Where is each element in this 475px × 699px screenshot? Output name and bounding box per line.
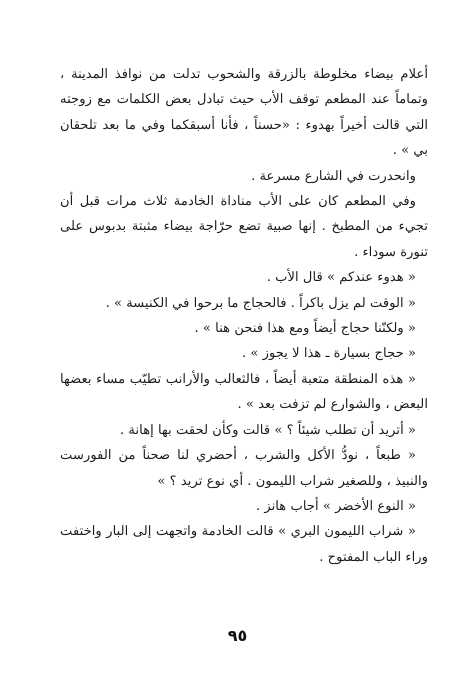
paragraph: « أتريد أن تطلب شيئاً ؟ » قالت وكأن لحقت بها إهانة . xyxy=(120,422,416,438)
paragraph: وانحدرت في الشارع مسرعة . xyxy=(251,168,416,184)
paragraph: « حجاج بسيارة ـ هذا لا يجوز » . xyxy=(241,346,416,362)
body-text xyxy=(60,62,428,570)
paragraph: وفي المطعم كان على الأب مناداة الخادمة ثلاث مرات قبل أن تجيء من المطبخ . إنها صبية تضع حرّاجة بيضاء مثبتة بدبوس على تنورة سوداء . xyxy=(60,194,428,260)
paragraph: « هذه المنطقة متعبة أيضاً ، فالثعالب والأرانب تطيّب مساء بعضها البعض ، والشوارع لم تزفت بعد » . xyxy=(60,371,428,413)
paragraph: « طبعاً ، نودُّ الأكل والشرب ، أحضري لنا صحناً من الفورست والنبيذ ، وللصغير شراب الليمون . أي نوع تريد ؟ » xyxy=(60,448,428,489)
paragraph: « الوقت لم يزل باكراً . فالحجاج ما برحوا في الكنيسة » . xyxy=(105,295,416,311)
paragraph: « شراب الليمون البري » قالت الخادمة واتجهت إلى البار واختفت وراء الباب المفتوح . xyxy=(60,524,428,565)
paragraph: « النوع الأخضر » أجاب هانز . xyxy=(255,498,416,514)
paragraph: أعلام بيضاء مخلوطة بالزرقة والشحوب تدلت من نوافذ المدينة ، وتماماً عند المطعم توقف الأب حيث تبادل بعض الكلمات مع زوجته التي قالت أخيراً بهدوء : «حسناً ، فأنا أسبقكما وفي ما بعد تلحقان بي » . xyxy=(60,67,428,159)
paragraph: « هدوء عندكم » قال الأب . xyxy=(266,270,416,286)
paragraph: « ولكنّنا حجاج أيضاً ومع هذا فنحن هنا » . xyxy=(194,321,416,337)
page-number: ٩٥ xyxy=(227,626,248,645)
